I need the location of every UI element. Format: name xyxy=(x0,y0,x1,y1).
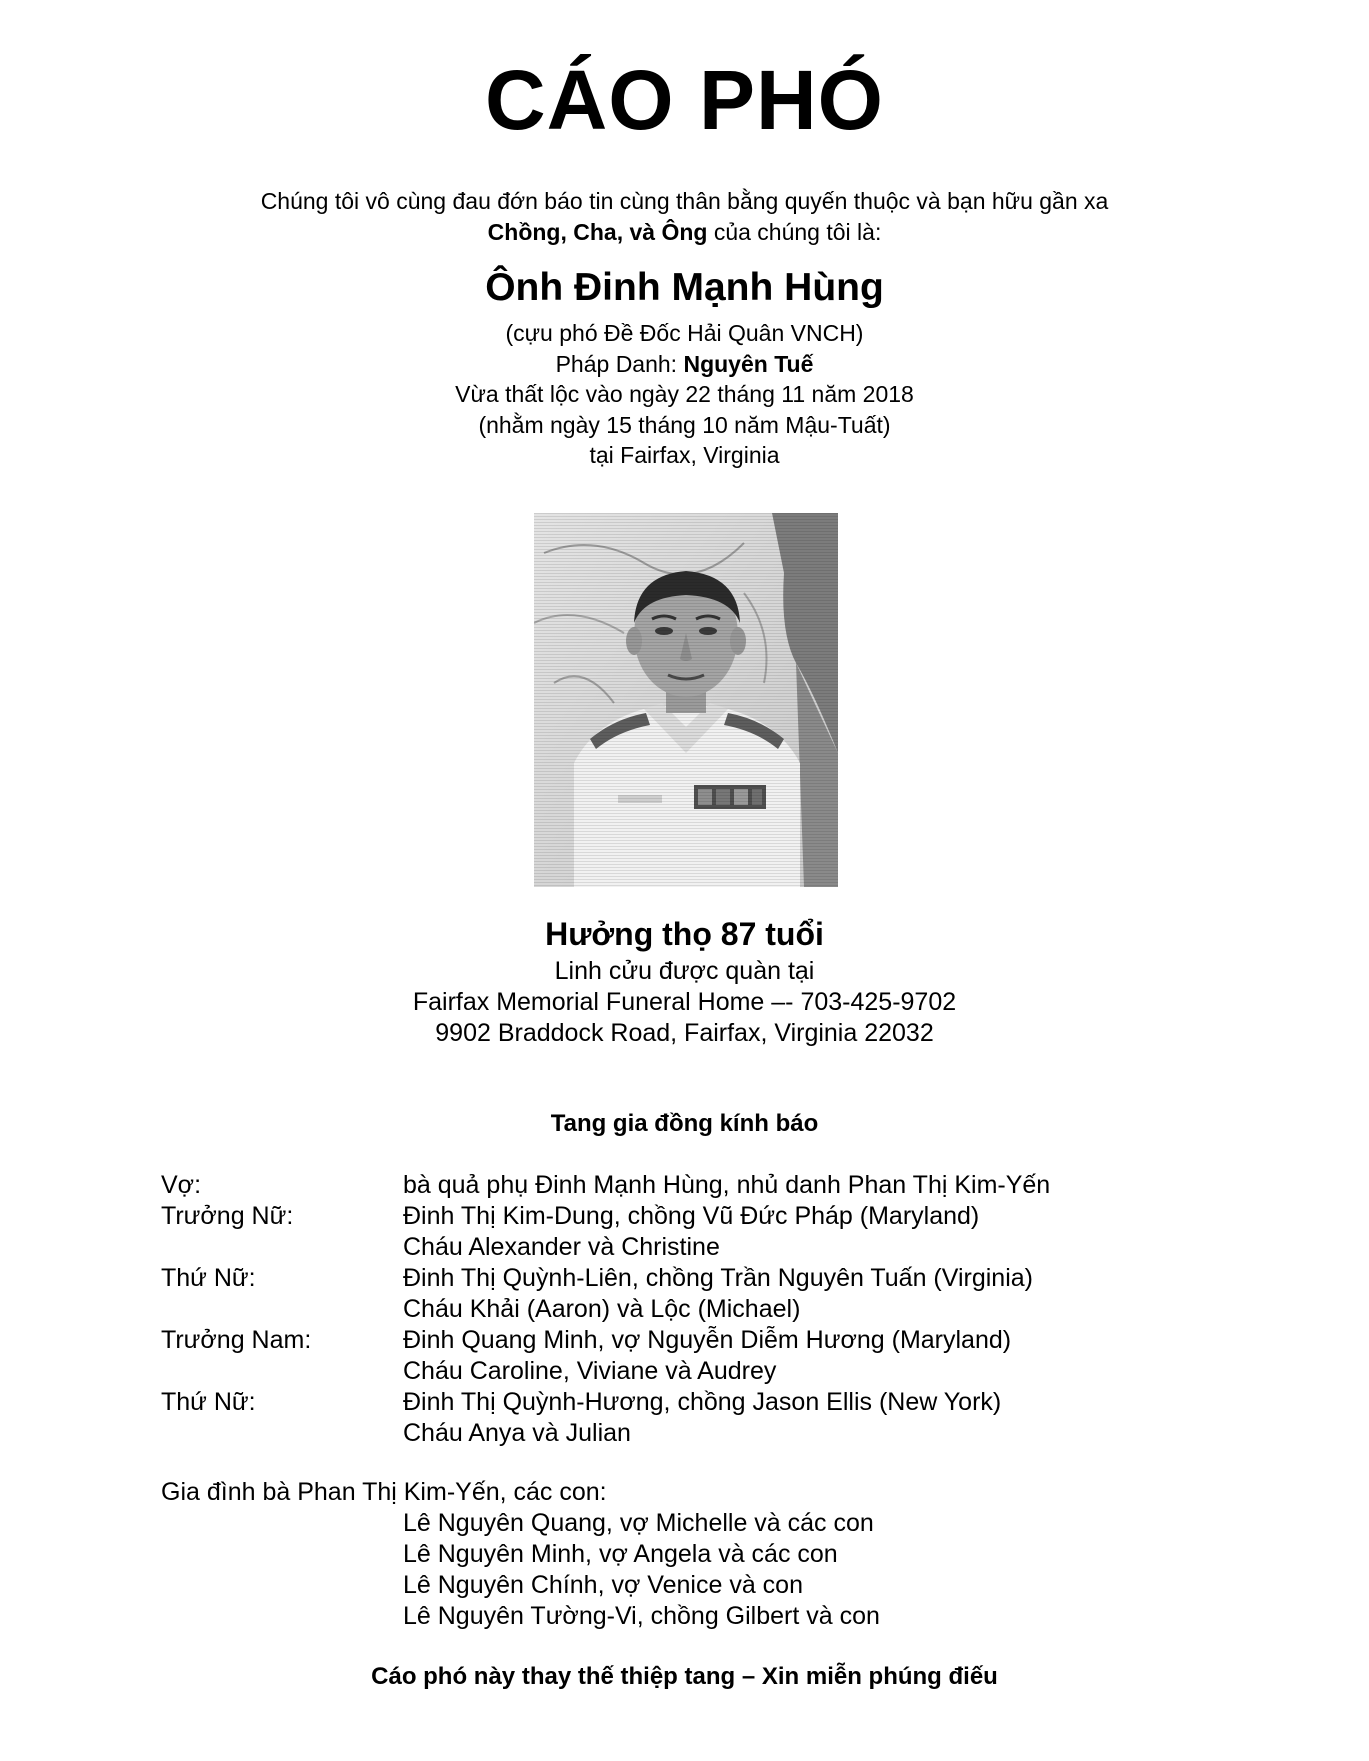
family-row-value: Cháu Khải (Aaron) và Lộc (Michael) xyxy=(403,1295,801,1323)
family-row xyxy=(161,1294,1221,1325)
family-row xyxy=(161,1263,1221,1294)
family-row-label: Thứ Nữ: xyxy=(161,1388,256,1416)
step-family-member-text: Lê Nguyên Quang, vợ Michelle và các con xyxy=(403,1509,874,1537)
intro-text xyxy=(0,186,1369,248)
page-title: CÁO PHÓ xyxy=(484,53,885,147)
family-row xyxy=(161,1232,1221,1263)
family-row-value: Đinh Thị Kim-Dung, chồng Vũ Đức Pháp (Maryland) xyxy=(403,1202,980,1230)
dharma-label: Pháp Danh: xyxy=(555,350,684,377)
step-family-member xyxy=(161,1601,1221,1632)
family-row xyxy=(161,1356,1221,1387)
deceased-name: Ônh Đinh Mạnh Hùng xyxy=(485,266,884,309)
family-row-value: Đinh Quang Minh, vợ Nguyễn Diễm Hương (Maryland) xyxy=(403,1326,1012,1354)
step-family-member xyxy=(161,1508,1221,1539)
family-row xyxy=(161,1325,1221,1356)
funeral-info xyxy=(0,956,1369,1049)
step-family-member-text: Lê Nguyên Tường-Vi, chồng Gilbert và con xyxy=(403,1602,880,1630)
family-row-value: Đinh Thị Quỳnh-Hương, chồng Jason Ellis (New York) xyxy=(403,1388,1002,1416)
section-spacer xyxy=(161,1449,1221,1477)
family-row-label: Vợ: xyxy=(161,1171,202,1199)
passed-place: tại Fairfax, Virginia xyxy=(589,442,780,468)
passed-date: Vừa thất lộc vào ngày 22 tháng 11 năm 2018 xyxy=(455,381,914,407)
family-row-value: Cháu Alexander và Christine xyxy=(403,1233,720,1261)
step-family-member-text: Lê Nguyên Chính, vợ Venice và con xyxy=(403,1571,803,1599)
family-list xyxy=(161,1170,1221,1632)
family-row xyxy=(161,1418,1221,1449)
family-announcement-heading: Tang gia đồng kính báo xyxy=(550,1110,819,1137)
funeral-line-2: Fairfax Memorial Funeral Home –- 703-425-9702 xyxy=(412,988,957,1016)
deceased-details xyxy=(0,318,1369,471)
dharma-name-line xyxy=(0,349,1369,380)
family-row-value: Đinh Thị Quỳnh-Liên, chồng Trần Nguyên Tuấn (Virginia) xyxy=(403,1264,1033,1292)
step-family-member-text: Lê Nguyên Minh, vợ Angela và các con xyxy=(403,1540,838,1568)
family-row-value: Cháu Caroline, Viviane và Audrey xyxy=(403,1357,777,1385)
funeral-line-3: 9902 Braddock Road, Fairfax, Virginia 22032 xyxy=(435,1019,934,1047)
deceased-rank: (cựu phó Đề Đốc Hải Quân VNCH) xyxy=(505,320,864,346)
family-row-value: bà quả phụ Đinh Mạnh Hùng, nhủ danh Phan Thị Kim-Yến xyxy=(403,1171,1051,1199)
family-row xyxy=(161,1201,1221,1232)
relations-bold: Chồng, Cha, và Ông xyxy=(487,219,708,245)
step-family-heading xyxy=(161,1477,1221,1508)
family-row-value: Cháu Anya và Julian xyxy=(403,1419,631,1447)
step-family-member xyxy=(161,1570,1221,1601)
intro-line: Chúng tôi vô cùng đau đớn báo tin cùng thân bằng quyến thuộc và bạn hữu gần xa xyxy=(260,188,1109,214)
funeral-line-1: Linh cửu được quàn tại xyxy=(554,957,815,985)
family-row xyxy=(161,1387,1221,1418)
step-family-heading-text: Gia đình bà Phan Thị Kim-Yến, các con: xyxy=(161,1478,607,1506)
family-row-label: Thứ Nữ: xyxy=(161,1264,256,1292)
family-row-label: Trưởng Nam: xyxy=(161,1326,312,1354)
family-row xyxy=(161,1170,1221,1201)
intro-relations xyxy=(0,217,1369,248)
relations-rest: của chúng tôi là: xyxy=(707,219,882,245)
dharma-name: Nguyên Tuế xyxy=(683,350,814,377)
lunar-date: (nhằm ngày 15 tháng 10 năm Mậu-Tuất) xyxy=(478,411,891,438)
family-row-label: Trưởng Nữ: xyxy=(161,1202,294,1230)
portrait-photo xyxy=(534,513,838,887)
step-family-member xyxy=(161,1539,1221,1570)
footer-note: Cáo phó này thay thế thiệp tang – Xin miễn phúng điếu xyxy=(371,1663,998,1690)
age-line: Hưởng thọ 87 tuổi xyxy=(545,916,824,952)
